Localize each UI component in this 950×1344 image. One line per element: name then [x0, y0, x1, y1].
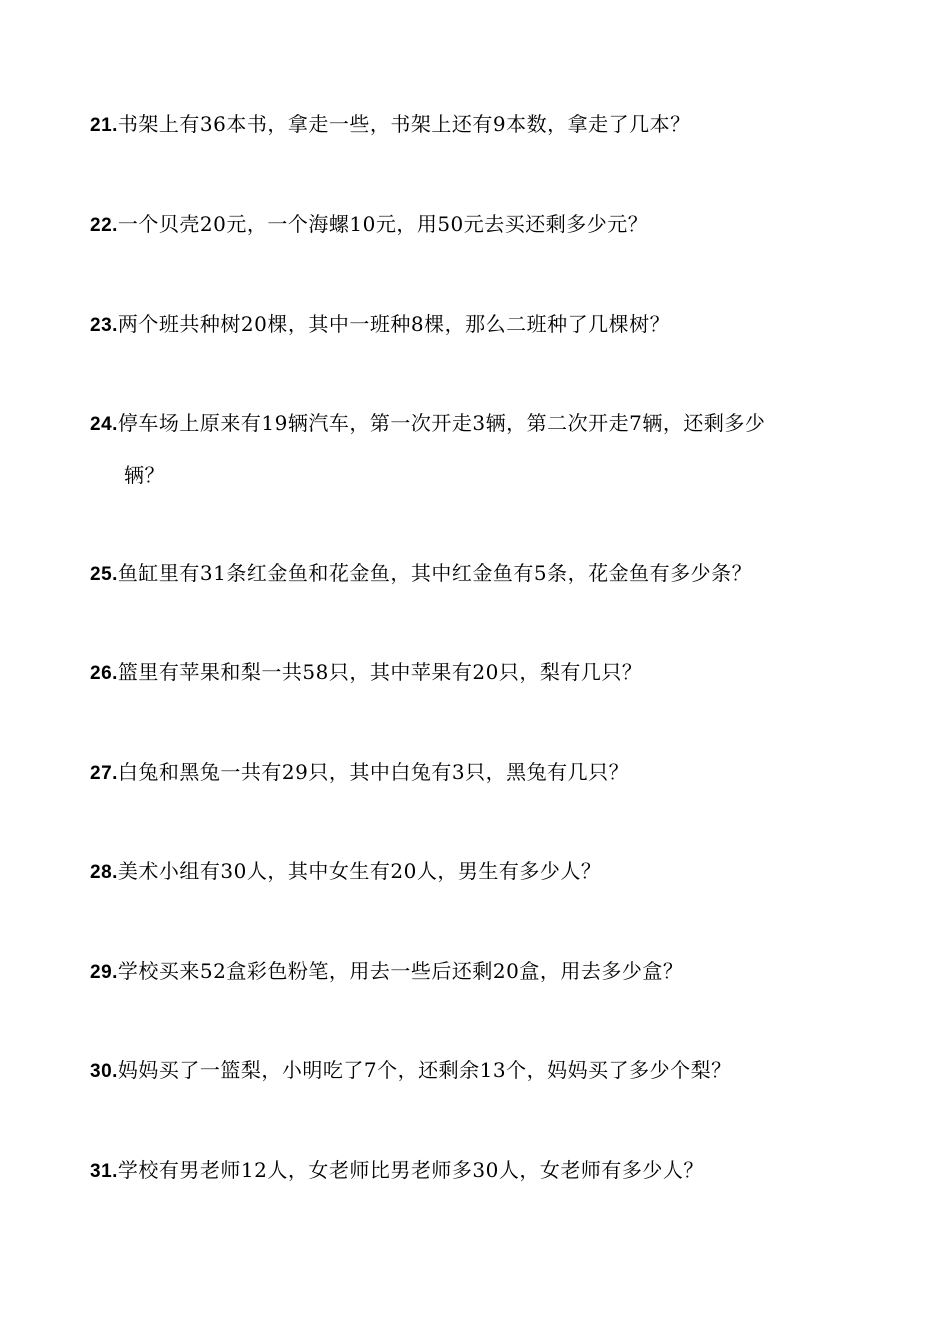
- problem-23: [90, 299, 860, 351]
- problem-21: [90, 99, 860, 151]
- problem-number: 27.: [90, 763, 118, 784]
- problem-24: [90, 398, 860, 500]
- problem-text: 书架上有36本书，拿走一些，书架上还有9本数，拿走了几本？: [117, 112, 691, 136]
- problem-number: 30.: [90, 1061, 118, 1082]
- problem-number: 29.: [90, 962, 118, 983]
- problem-number: 23.: [90, 315, 118, 336]
- problem-text: 篮里有苹果和梨一共58只，其中苹果有20只，梨有几只？: [117, 660, 643, 684]
- problem-number: 22.: [90, 215, 118, 236]
- problem-27: [90, 747, 860, 799]
- problem-26: [90, 647, 860, 699]
- problem-text: 一个贝壳20元，一个海螺10元，用50元去买还剩多少元？: [117, 212, 649, 236]
- problem-number: 31.: [90, 1161, 118, 1182]
- problem-31: [90, 1145, 860, 1197]
- problem-number: 24.: [90, 414, 118, 435]
- problem-number: 26.: [90, 663, 118, 684]
- problem-number: 28.: [90, 862, 118, 883]
- problem-text-continuation: 辆？: [124, 463, 165, 487]
- problem-text: 学校有男老师12人，女老师比男老师多30人，女老师有多少人？: [117, 1158, 704, 1182]
- problem-text: 美术小组有30人，其中女生有20人，男生有多少人？: [117, 859, 602, 883]
- problem-number: 21.: [90, 115, 118, 136]
- problem-text: 学校买来52盒彩色粉笔，用去一些后还剩20盒，用去多少盒？: [117, 959, 684, 983]
- problem-25: [90, 548, 860, 600]
- problem-text: 妈妈买了一篮梨，小明吃了7个，还剩余13个，妈妈买了多少个梨？: [117, 1058, 732, 1082]
- problem-text: 两个班共种树20棵，其中一班种8棵，那么二班种了几棵树？: [117, 312, 671, 336]
- problem-text: 白兔和黑兔一共有29只，其中白兔有3只，黑兔有几只？: [117, 760, 630, 784]
- problem-text: 鱼缸里有31条红金鱼和花金鱼，其中红金鱼有5条，花金鱼有多少条？: [117, 561, 753, 585]
- problem-22: [90, 199, 860, 251]
- problem-29: [90, 946, 860, 998]
- problem-number: 25.: [90, 564, 118, 585]
- problem-28: [90, 846, 860, 898]
- problem-30: [90, 1045, 860, 1097]
- problem-text: 停车场上原来有19辆汽车，第一次开走3辆，第二次开走7辆，还剩多少: [117, 411, 766, 435]
